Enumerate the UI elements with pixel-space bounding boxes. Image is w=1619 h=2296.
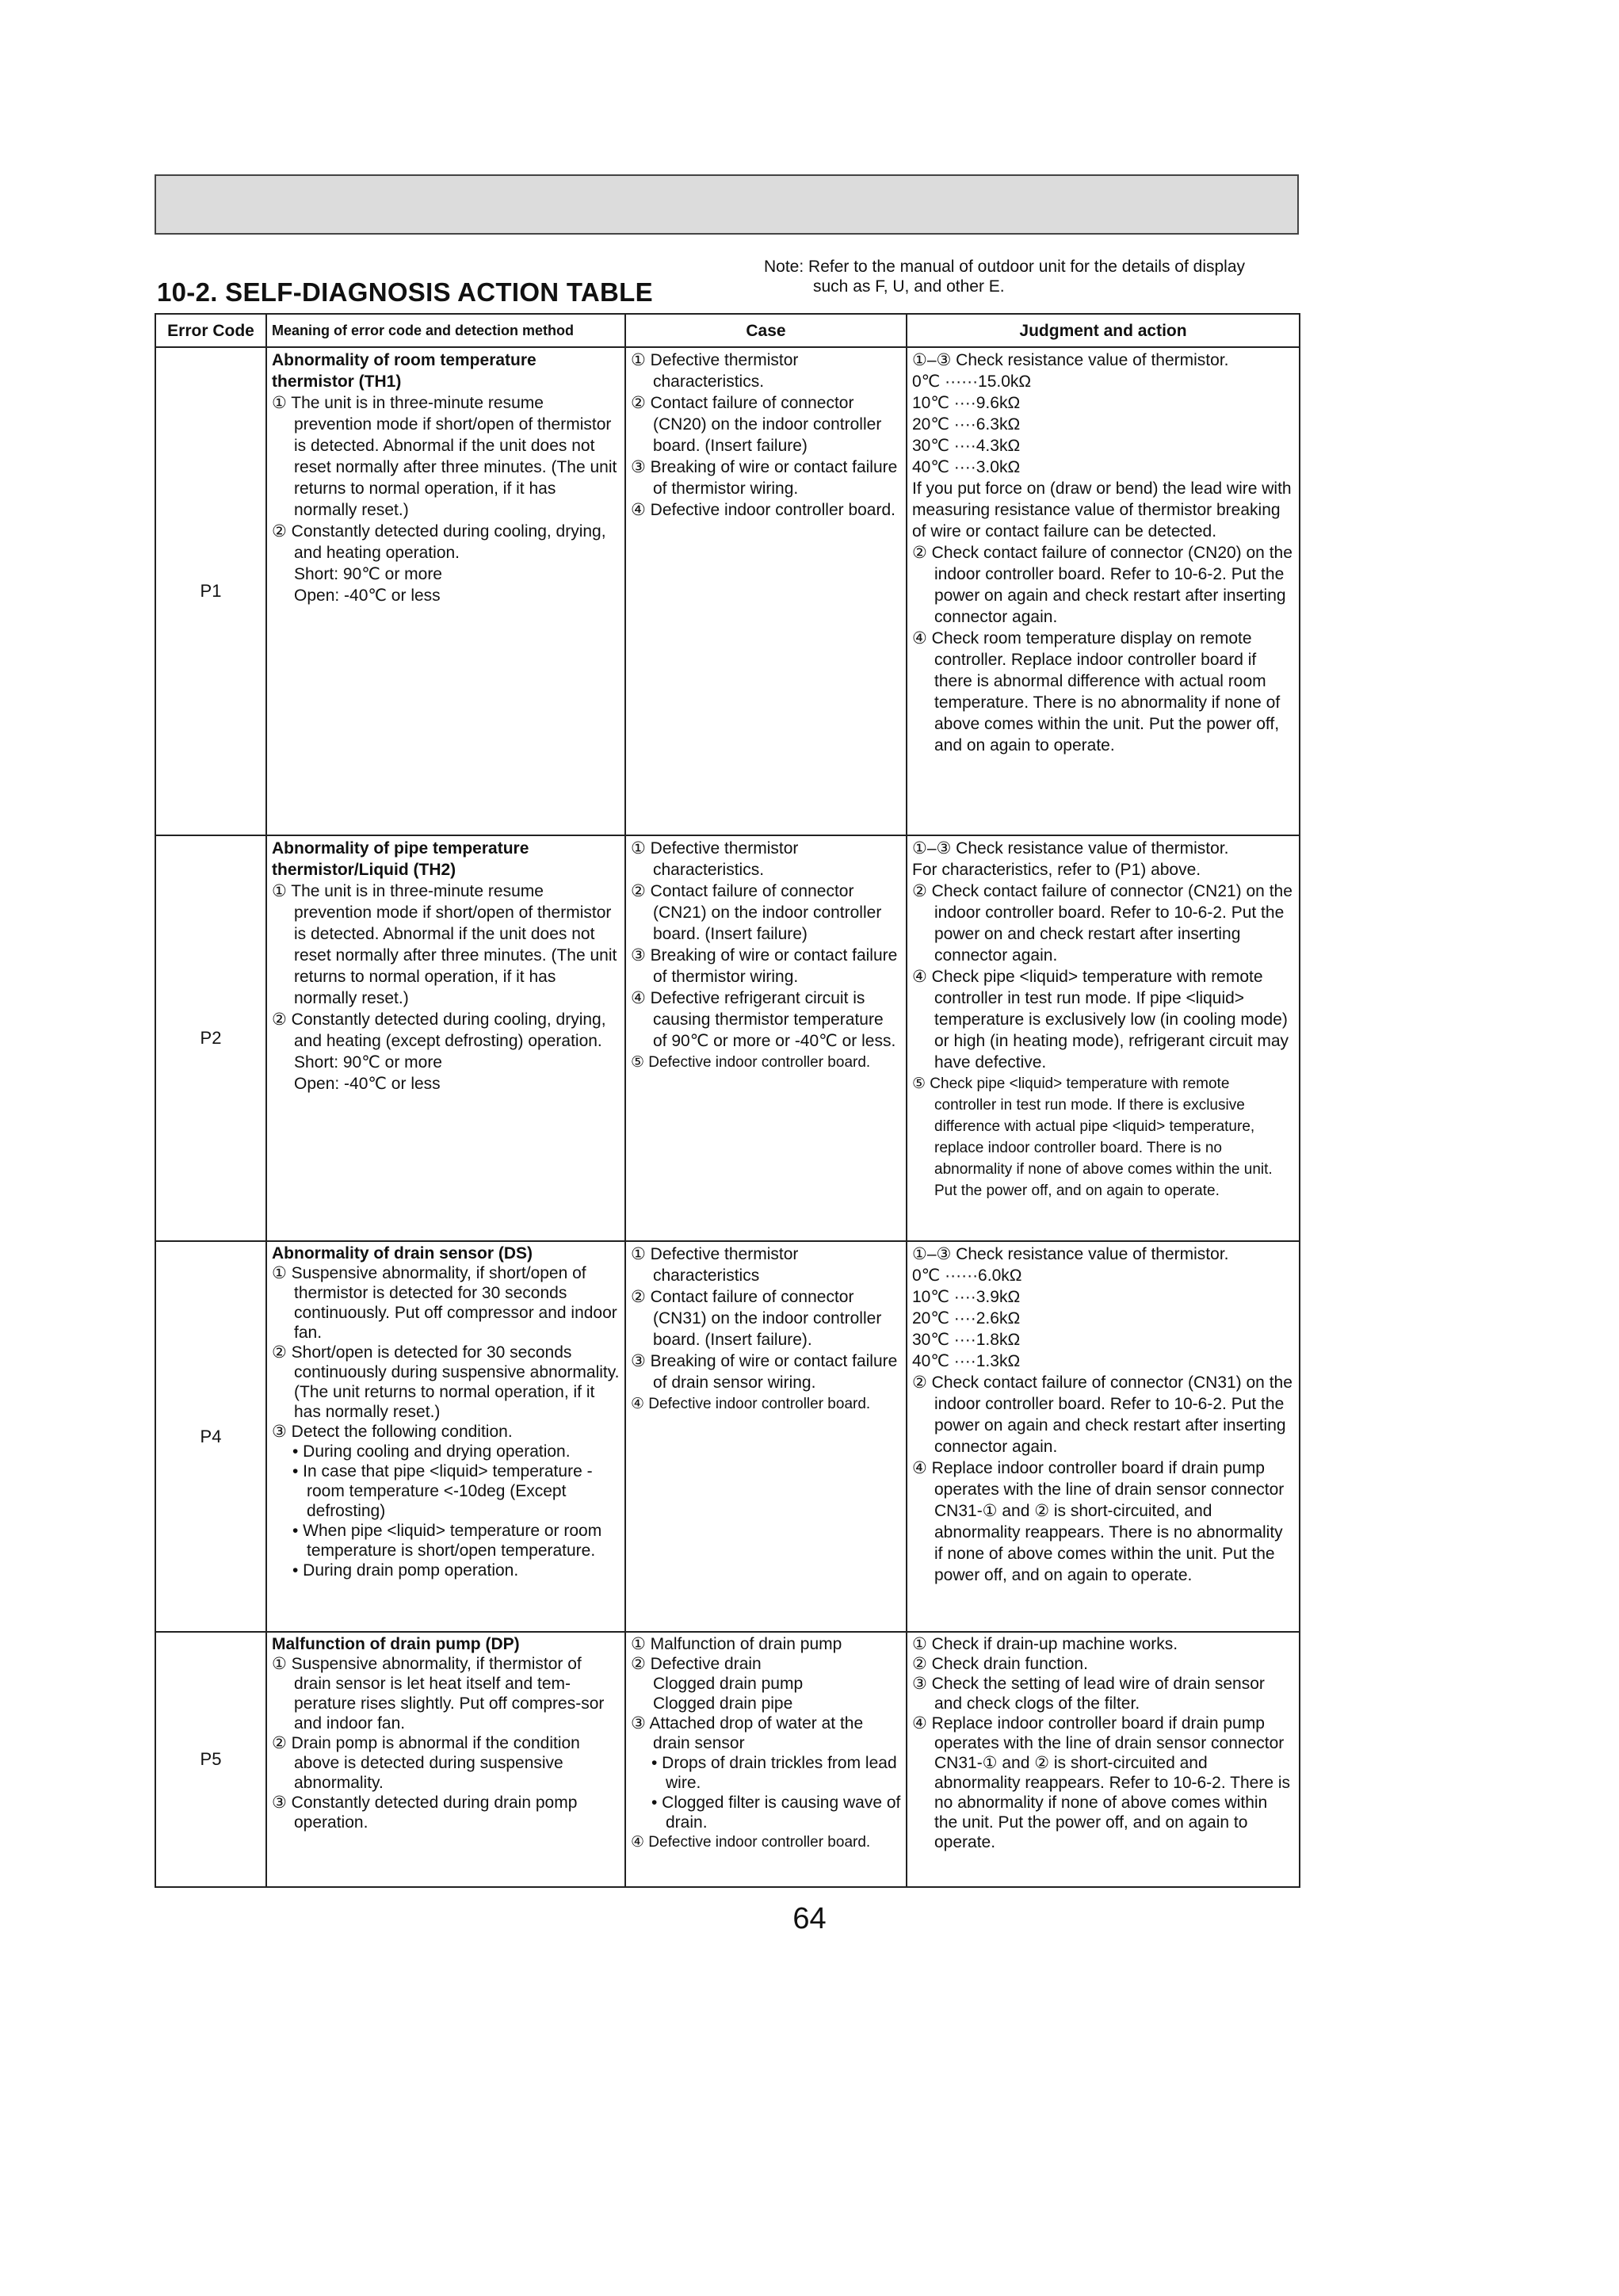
self-diagnosis-table	[155, 313, 1300, 1888]
meaning-item: ① The unit is in three-minute resume prevention mode if short/open of thermistor is detected. Abnormal if the unit does not reset normally after three minutes. (The unit returns to normal operation, if it has normally reset.)	[272, 881, 617, 1007]
case-item: ② Defective drain	[631, 1654, 762, 1673]
judgment-item: ④ Check room temperature display on remote controller. Replace indoor controller board if there is abnormal difference with actual room temperature. There is no abnormality if none of above comes within the unit. Put the power off, and on again to operate.	[912, 629, 1281, 755]
judgment-item: ④ Replace indoor controller board if drain pump operates with the line of drain sensor connector CN31-① and ② is short-circuited and abnormality reappears. Refer to 10-6-2. There is no abnormality if none of above comes within the unit. Put the power off, and on again to operate.	[912, 1713, 1290, 1851]
case-cell	[625, 347, 907, 835]
meaning-item: • During cooling and drying operation.	[292, 1442, 571, 1461]
header-band	[155, 174, 1299, 235]
case-item: ② Contact failure of connector (CN20) on the indoor controller board. (Insert failure)	[631, 394, 882, 455]
meaning-item: • During drain pomp operation.	[292, 1561, 519, 1580]
judgment-item: For characteristics, refer to (P1) above.	[912, 860, 1201, 879]
judgment-item: ② Check contact failure of connector (CN21) on the indoor controller board. Refer to 10-6-2. Put the power on and check restart after inserting connector again.	[912, 881, 1293, 965]
case-item: ③ Breaking of wire or contact failure of thermistor wiring.	[631, 458, 898, 498]
meaning-item: ① Suspensive abnormality, if thermistor of drain sensor is let heat itself and tem-perature rises slightly. Put off compres-sor and indoor fan.	[272, 1654, 605, 1733]
case-cell	[625, 835, 907, 1242]
judgment-item: 20℃ ····6.3kΩ	[912, 415, 1021, 434]
case-item: ① Defective thermistor characteristics.	[631, 839, 799, 879]
case-item: ③ Breaking of wire or contact failure of drain sensor wiring.	[631, 1352, 898, 1392]
error-code: P4	[155, 1241, 266, 1632]
judgment-item: ③ Check the setting of lead wire of drain sensor and check clogs of the filter.	[912, 1674, 1265, 1713]
note-line-2: such as F, U, and other E.	[813, 277, 1005, 296]
error-code: P2	[155, 835, 266, 1242]
table-row-p1	[155, 347, 1300, 835]
section-title: 10-2. SELF-DIAGNOSIS ACTION TABLE	[157, 277, 653, 307]
case-cell	[625, 1632, 907, 1887]
judgment-item: 10℃ ····9.6kΩ	[912, 394, 1021, 412]
meaning-item: ③ Constantly detected during drain pomp operation.	[272, 1793, 578, 1832]
judgment-item: If you put force on (draw or bend) the lead wire with measuring resistance value of thermistor breaking of wire or contact failure can be detected.	[912, 479, 1292, 541]
case-item: • Clogged filter is causing wave of drain.	[651, 1793, 901, 1832]
judgment-item: ① Check if drain-up machine works.	[912, 1634, 1178, 1653]
table-header-row	[155, 314, 1300, 347]
judgment-item: ② Check contact failure of connector (CN31) on the indoor controller board. Refer to 10-6-2. Put the power on again and check restart after inserting connector again.	[912, 1373, 1293, 1457]
note	[764, 257, 1319, 296]
judgment-cell	[907, 1241, 1300, 1632]
meaning-cell	[266, 347, 625, 835]
meaning-title: Abnormality of pipe temperature thermistor/Liquid (TH2)	[272, 839, 529, 879]
case-item: ① Malfunction of drain pump	[631, 1634, 842, 1653]
meaning-title: Malfunction of drain pump (DP)	[272, 1634, 520, 1653]
meaning-item: ① Suspensive abnormality, if short/open of thermistor is detected for 30 seconds continuously. Put off compressor and indoor fan.	[272, 1264, 617, 1343]
judgment-item: ② Check drain function.	[912, 1654, 1088, 1673]
judgment-item: ④ Check pipe <liquid> temperature with remote controller in test run mode. If pipe <liquid> temperature is exclusively low (in cooling mode) or high (in heating mode), refrigerant circuit may have defective.	[912, 967, 1289, 1072]
case-item: Clogged drain pump	[653, 1674, 804, 1693]
table-row-p2	[155, 835, 1300, 1242]
table-row-p5	[155, 1632, 1300, 1887]
judgment-item: 30℃ ····1.8kΩ	[912, 1331, 1021, 1350]
header-judgment: Judgment and action	[907, 314, 1300, 347]
judgment-item: 20℃ ····2.6kΩ	[912, 1309, 1021, 1328]
judgment-item: 0℃ ······15.0kΩ	[912, 372, 1032, 391]
case-item: Clogged drain pipe	[653, 1694, 793, 1713]
meaning-title: Abnormality of room temperature thermistor (TH1)	[272, 351, 536, 391]
note-line-1: Note: Refer to the manual of outdoor unit for the details of display	[764, 258, 1246, 276]
error-code: P5	[155, 1632, 266, 1887]
case-item: ② Contact failure of connector (CN21) on the indoor controller board. (Insert failure)	[631, 881, 882, 943]
meaning-item: Open: -40℃ or less	[294, 586, 441, 605]
page-number: 64	[792, 1902, 827, 1935]
table-row-p4	[155, 1241, 1300, 1632]
meaning-item: • When pipe <liquid> temperature or room temperature is short/open temperature.	[292, 1522, 602, 1561]
judgment-item: 40℃ ····1.3kΩ	[912, 1352, 1021, 1371]
meaning-cell	[266, 1632, 625, 1887]
judgment-item: 30℃ ····4.3kΩ	[912, 437, 1021, 455]
meaning-item: ② Constantly detected during cooling, drying, and heating operation.	[272, 522, 606, 562]
header-error-code: Error Code	[155, 314, 266, 347]
meaning-item: ① The unit is in three-minute resume prevention mode if short/open of thermistor is detected. Abnormal if the unit does not reset normally after three minutes. (The unit returns to normal operation, if it has normally reset.)	[272, 394, 617, 519]
meaning-item: Short: 90℃ or more	[294, 1052, 442, 1072]
case-item: ⑤ Defective indoor controller board.	[631, 1053, 871, 1071]
judgment-item: 40℃ ····3.0kΩ	[912, 458, 1021, 476]
case-item: ④ Defective indoor controller board.	[631, 1396, 871, 1413]
meaning-item: ③ Detect the following condition.	[272, 1423, 513, 1442]
judgment-item: ② Check contact failure of connector (CN20) on the indoor controller board. Refer to 10-6-2. Put the power on again and check restart after inserting connector again.	[912, 544, 1293, 626]
error-code: P1	[155, 347, 266, 835]
case-item: ① Defective thermistor characteristics	[631, 1245, 799, 1286]
judgment-item: ④ Replace indoor controller board if drain pump operates with the line of drain sensor connector CN31-① and ② is short-circuited, and abnormality reappears. There is no abnormality if none of above comes within the unit. Put the power off, and on again to operate.	[912, 1459, 1285, 1585]
case-item: ③ Breaking of wire or contact failure of thermistor wiring.	[631, 946, 898, 986]
case-cell	[625, 1241, 907, 1632]
judgment-item: ①–③ Check resistance value of thermistor.	[912, 1245, 1229, 1264]
case-item: ① Defective thermistor characteristics.	[631, 351, 799, 391]
case-item: ④ Defective refrigerant circuit is causing thermistor temperature of 90℃ or more or -40℃ or less.	[631, 988, 896, 1050]
meaning-item: Short: 90℃ or more	[294, 565, 442, 583]
meaning-item: ② Drain pomp is abnormal if the condition above is detected during suspensive abnormality.	[272, 1733, 580, 1792]
judgment-item: ⑤ Check pipe <liquid> temperature with remote controller in test run mode. If there is exclusive difference with actual pipe <liquid> temperature, replace indoor controller board. There is no abnormality if none of above comes within the unit. Put the power off, and on again to operate.	[912, 1075, 1273, 1199]
meaning-title: Abnormality of drain sensor (DS)	[272, 1244, 533, 1263]
meaning-cell	[266, 835, 625, 1242]
meaning-cell	[266, 1241, 625, 1632]
case-item: ④ Defective indoor controller board.	[631, 501, 895, 519]
judgment-cell	[907, 347, 1300, 835]
meaning-item: ② Constantly detected during cooling, drying, and heating (except defrosting) operation.	[272, 1010, 606, 1050]
case-item: • Drops of drain trickles from lead wire.	[651, 1753, 897, 1792]
header-meaning: Meaning of error code and detection method	[266, 314, 625, 347]
judgment-item: ①–③ Check resistance value of thermistor.	[912, 839, 1229, 858]
meaning-item: Open: -40℃ or less	[294, 1074, 441, 1093]
header-case: Case	[625, 314, 907, 347]
case-item: ④ Defective indoor controller board.	[631, 1833, 871, 1851]
judgment-item: 10℃ ····3.9kΩ	[912, 1288, 1021, 1307]
judgment-cell	[907, 835, 1300, 1242]
judgment-item: 0℃ ······6.0kΩ	[912, 1266, 1022, 1286]
case-item: ② Contact failure of connector (CN31) on the indoor controller board. (Insert failure).	[631, 1288, 882, 1350]
case-item: ③ Attached drop of water at the drain sensor	[631, 1713, 864, 1752]
judgment-cell	[907, 1632, 1300, 1887]
meaning-item: ② Short/open is detected for 30 seconds continuously during suspensive abnormality. (The unit returns to normal operation, if it has normally reset.)	[272, 1343, 620, 1422]
meaning-item: • In case that pipe <liquid> temperature - room temperature <-10deg (Except defrosting)	[292, 1462, 593, 1521]
judgment-item: ①–③ Check resistance value of thermistor.	[912, 351, 1229, 369]
